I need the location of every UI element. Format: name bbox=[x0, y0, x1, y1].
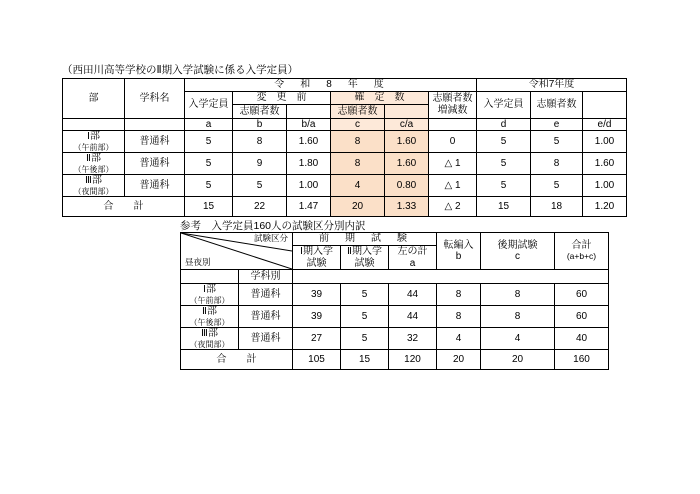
spacer bbox=[437, 270, 481, 284]
letter-ba: b/a bbox=[287, 118, 331, 131]
row-d: 5 bbox=[477, 153, 531, 175]
total-label: 合 計 bbox=[181, 350, 293, 370]
row-ichiki: 27 bbox=[293, 328, 341, 350]
total-label: 合 計 bbox=[63, 197, 185, 217]
letter-ca: c/a bbox=[385, 118, 429, 131]
total-a: 15 bbox=[185, 197, 233, 217]
total-total: 160 bbox=[555, 350, 609, 370]
row-e: 5 bbox=[531, 175, 583, 197]
row-zougen: △ 1 bbox=[429, 175, 477, 197]
letter-ed: e/d bbox=[583, 118, 627, 131]
header-gakkamei: 学科名 bbox=[125, 79, 185, 119]
row-gakka: 普通科 bbox=[125, 175, 185, 197]
header-ratio-ed bbox=[583, 91, 627, 118]
row-ba: 1.60 bbox=[287, 131, 331, 153]
row-total: 40 bbox=[555, 328, 609, 350]
table2-row bbox=[181, 306, 609, 328]
letter-b: b bbox=[233, 118, 287, 131]
table-row bbox=[63, 175, 627, 197]
corner-label-chuuya: 昼夜別 bbox=[185, 257, 211, 268]
row-b: 5 bbox=[233, 175, 287, 197]
header-nyugaku-teiin-d: 入学定員 bbox=[477, 91, 531, 118]
table2-row-group-header bbox=[181, 233, 609, 246]
row-gakka: 普通科 bbox=[239, 328, 293, 350]
total-d: 15 bbox=[477, 197, 531, 217]
table2-row-gakkabetsu bbox=[181, 270, 609, 284]
total-ed: 1.20 bbox=[583, 197, 627, 217]
row-niki: 5 bbox=[341, 306, 389, 328]
row-a: 5 bbox=[185, 175, 233, 197]
total-ichiki: 105 bbox=[293, 350, 341, 370]
row-d: 5 bbox=[477, 175, 531, 197]
row-b: 9 bbox=[233, 153, 287, 175]
table2-row bbox=[181, 328, 609, 350]
row-b: 4 bbox=[437, 328, 481, 350]
header-bu: 部 bbox=[63, 79, 125, 119]
row-ed: 1.00 bbox=[583, 175, 627, 197]
row-c: 8 bbox=[481, 284, 555, 306]
total-ba: 1.47 bbox=[287, 197, 331, 217]
row-bu-label: Ⅱ部 （午後部） bbox=[63, 153, 125, 175]
table1-caption: （西田川高等学校のⅡ期入学試験に係る入学定員） bbox=[62, 64, 299, 76]
row-b: 8 bbox=[233, 131, 287, 153]
row-ba: 1.80 bbox=[287, 153, 331, 175]
row-bu-label: Ⅲ部 （夜間部） bbox=[63, 175, 125, 197]
header-shigansha-zougen: 志願者数 増減数 bbox=[429, 91, 477, 118]
row-ichiki: 39 bbox=[293, 284, 341, 306]
spacer bbox=[555, 270, 609, 284]
header-kouki: 後期試験 c bbox=[481, 233, 555, 270]
row-ca: 1.60 bbox=[385, 153, 429, 175]
row-gakka: 普通科 bbox=[125, 153, 185, 175]
row-gakka: 普通科 bbox=[239, 306, 293, 328]
table-row-total bbox=[63, 197, 627, 217]
total-zougen: △ 2 bbox=[429, 197, 477, 217]
spacer bbox=[481, 270, 555, 284]
header-niki: Ⅱ期入学 試験 bbox=[341, 246, 389, 270]
spacer bbox=[293, 270, 341, 284]
row-zougen: △ 1 bbox=[429, 153, 477, 175]
header-ichiki: Ⅰ期入学 試験 bbox=[293, 246, 341, 270]
total-c: 20 bbox=[481, 350, 555, 370]
row-gakka: 普通科 bbox=[239, 284, 293, 306]
row-zougen: 0 bbox=[429, 131, 477, 153]
row-c: 8 bbox=[331, 131, 385, 153]
letter-blank bbox=[429, 118, 477, 131]
header-zenki: 前 期 試 験 bbox=[293, 233, 437, 246]
row-bu-label: Ⅲ部 （夜間部） bbox=[181, 328, 239, 350]
corner-diagonal-header bbox=[181, 233, 293, 270]
table-row bbox=[63, 131, 627, 153]
row-b: 8 bbox=[437, 306, 481, 328]
row-niki: 5 bbox=[341, 284, 389, 306]
total-a: 120 bbox=[389, 350, 437, 370]
table-row bbox=[63, 153, 627, 175]
table2-row bbox=[181, 284, 609, 306]
spacer bbox=[389, 270, 437, 284]
header-tennyu: 転編入 b bbox=[437, 233, 481, 270]
header-henkou-mae: 変 更 前 bbox=[233, 91, 331, 105]
header-ratio-ba bbox=[287, 105, 331, 119]
header-nyugaku-teiin: 入学定員 bbox=[185, 91, 233, 118]
total-ca: 1.33 bbox=[385, 197, 429, 217]
exam-category-breakdown-table bbox=[180, 232, 609, 370]
row-b: 8 bbox=[437, 284, 481, 306]
row-bu-label: Ⅰ部 （午前部） bbox=[181, 284, 239, 306]
header-sa-no-kei: 左の計 a bbox=[389, 246, 437, 270]
row-e: 5 bbox=[531, 131, 583, 153]
row-a: 5 bbox=[185, 131, 233, 153]
letter-a: a bbox=[185, 118, 233, 131]
header-reiwa7: 令和7年度 bbox=[477, 79, 627, 92]
header-kakutei: 確 定 数 bbox=[331, 91, 429, 105]
row-a: 44 bbox=[389, 284, 437, 306]
row-c: 4 bbox=[331, 175, 385, 197]
row-total: 60 bbox=[555, 284, 609, 306]
table2-caption: 参考 入学定員160人の試験区分別内訳 bbox=[180, 220, 366, 232]
row-bu-label: Ⅰ部 （午前部） bbox=[63, 131, 125, 153]
row-ca: 0.80 bbox=[385, 175, 429, 197]
row-a: 44 bbox=[389, 306, 437, 328]
row-c: 8 bbox=[481, 306, 555, 328]
total-b: 20 bbox=[437, 350, 481, 370]
letter-e: e bbox=[531, 118, 583, 131]
total-e: 18 bbox=[531, 197, 583, 217]
letter-cell bbox=[125, 118, 185, 131]
total-niki: 15 bbox=[341, 350, 389, 370]
header-shigansha-e: 志願者数 bbox=[531, 91, 583, 118]
header-reiwa8: 令 和 8 年 度 bbox=[185, 79, 477, 92]
row-c: 4 bbox=[481, 328, 555, 350]
row-gakka: 普通科 bbox=[125, 131, 185, 153]
row-ichiki: 39 bbox=[293, 306, 341, 328]
header-goukei: 合計 (a+b+c) bbox=[555, 233, 609, 270]
row-d: 5 bbox=[477, 131, 531, 153]
corner-label-gakkabetsu: 学科別 bbox=[239, 270, 293, 284]
letter-d: d bbox=[477, 118, 531, 131]
header-shigansha-b: 志願者数 bbox=[233, 105, 287, 119]
letter-cell bbox=[63, 118, 125, 131]
row-a: 32 bbox=[389, 328, 437, 350]
row-niki: 5 bbox=[341, 328, 389, 350]
row-ba: 1.00 bbox=[287, 175, 331, 197]
row-ed: 1.60 bbox=[583, 153, 627, 175]
spacer bbox=[341, 270, 389, 284]
letter-c: c bbox=[331, 118, 385, 131]
row-ed: 1.00 bbox=[583, 131, 627, 153]
row-c: 8 bbox=[331, 153, 385, 175]
corner-label-shiken-kubun: 試験区分 bbox=[253, 233, 288, 243]
header-shigansha-c: 志願者数 bbox=[331, 105, 385, 119]
row-bu-label: Ⅱ部 （午後部） bbox=[181, 306, 239, 328]
header-ratio-ca bbox=[385, 105, 429, 119]
table2-row-total bbox=[181, 350, 609, 370]
row-ca: 1.60 bbox=[385, 131, 429, 153]
corner-spacer bbox=[181, 270, 239, 284]
row-total: 60 bbox=[555, 306, 609, 328]
row-a: 5 bbox=[185, 153, 233, 175]
total-b: 22 bbox=[233, 197, 287, 217]
table-row-group-header bbox=[63, 79, 627, 92]
table-row-letters bbox=[63, 118, 627, 131]
row-e: 8 bbox=[531, 153, 583, 175]
total-c: 20 bbox=[331, 197, 385, 217]
admission-quota-table bbox=[62, 78, 627, 217]
